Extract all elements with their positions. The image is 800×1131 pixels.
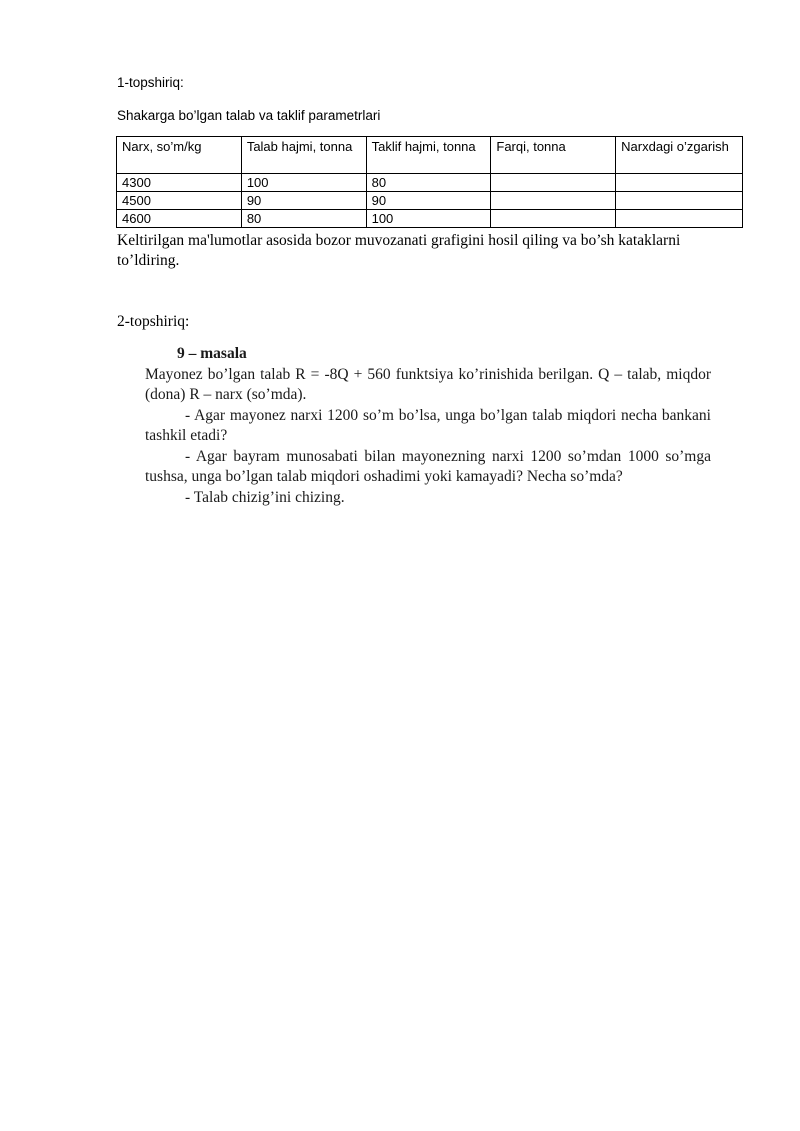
cell-price: 4500	[117, 192, 242, 210]
table-caption: Shakarga bo’lgan talab va taklif parametrlari	[117, 108, 381, 123]
cell-price-change	[616, 192, 743, 210]
problem-question-3: - Talab chizig’ini chizing.	[185, 488, 345, 506]
cell-price: 4300	[117, 174, 242, 192]
cell-supply: 80	[366, 174, 491, 192]
cell-supply: 100	[366, 210, 491, 228]
problem-question-1: - Agar mayonez narxi 1200 so’m bo’lsa, unga bo’lgan talab miqdori necha bankani tashkil etadi?	[145, 406, 711, 444]
header-price: Narx, so’m/kg	[117, 137, 242, 174]
cell-demand: 100	[241, 174, 366, 192]
problem-question-2: - Agar bayram munosabati bilan mayonezning narxi 1200 so’mdan 1000 so’mga tushsa, unga bo’lgan talab miqdori oshadimi yoki kamayadi? Necha so’mda?	[145, 447, 711, 485]
problem-heading: 9 – masala	[177, 345, 247, 362]
header-price-change: Narxdagi o’zgarish	[616, 137, 743, 174]
problem-statement: Mayonez bo’lgan talab R = -8Q + 560 funktsiya ko’rinishida berilgan. Q – talab, miqdor (dona) R – narx (so’mda).	[145, 365, 711, 403]
table-row	[117, 210, 743, 228]
cell-price: 4600	[117, 210, 242, 228]
table-header-row	[117, 137, 743, 174]
header-demand: Talab hajmi, tonna	[241, 137, 366, 174]
cell-difference	[491, 174, 616, 192]
header-supply: Taklif hajmi, tonna	[366, 137, 491, 174]
cell-price-change	[616, 210, 743, 228]
task1-title: 1-topshiriq:	[117, 75, 184, 90]
cell-supply: 90	[366, 192, 491, 210]
task1-instruction: Keltirilgan ma'lumotlar asosida bozor muvozanati grafigini hosil qiling va bo’sh kataklarni to’ldiring.	[117, 232, 681, 269]
cell-price-change	[616, 174, 743, 192]
cell-difference	[491, 192, 616, 210]
supply-demand-table	[116, 136, 743, 228]
header-difference: Farqi, tonna	[491, 137, 616, 174]
problem-excerpt	[145, 344, 711, 508]
cell-demand: 90	[241, 192, 366, 210]
cell-difference	[491, 210, 616, 228]
table-row	[117, 192, 743, 210]
table-row	[117, 174, 743, 192]
cell-demand: 80	[241, 210, 366, 228]
task2-title: 2-topshiriq:	[117, 313, 190, 330]
